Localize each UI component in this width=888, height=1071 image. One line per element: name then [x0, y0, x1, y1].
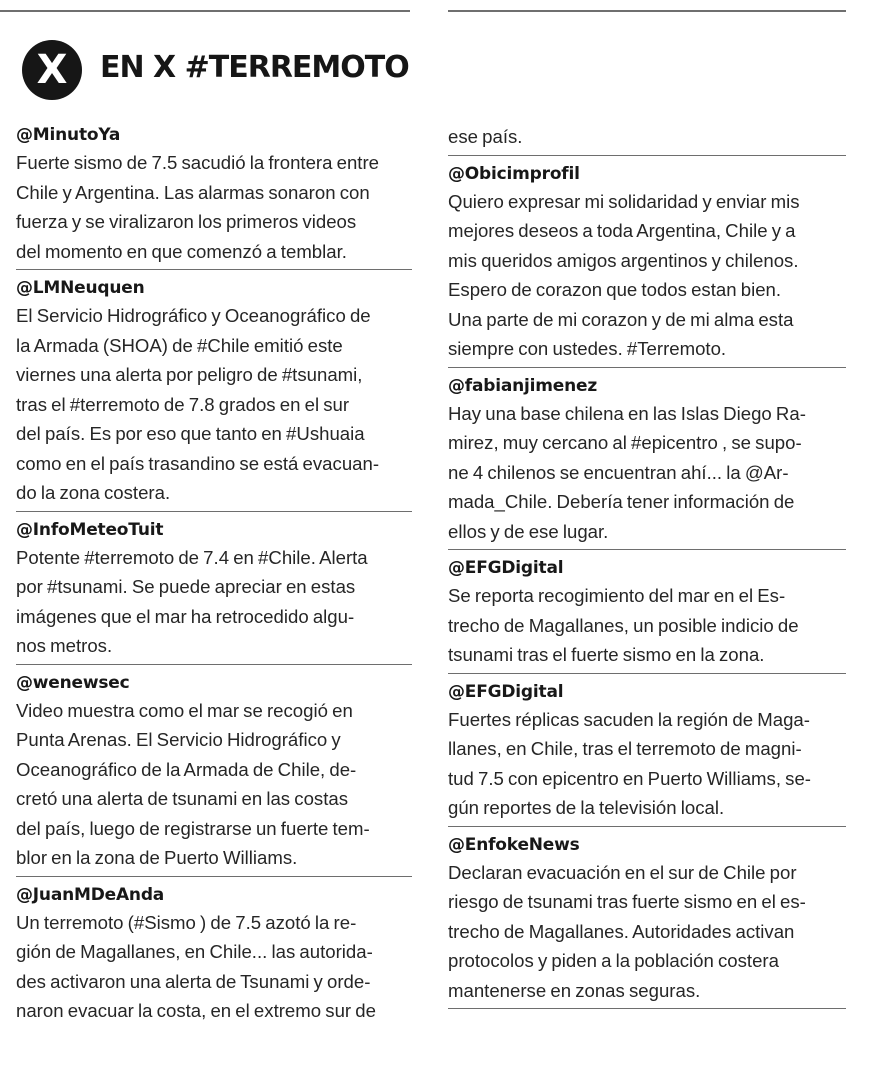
top-rule-left [0, 10, 410, 12]
post-infometeotuit [16, 517, 412, 665]
right-column [448, 122, 846, 1009]
post-juanmdeanda [16, 882, 412, 1029]
x-logo-icon: X [22, 40, 82, 100]
post-minutoya [16, 122, 412, 270]
post-text: Fuerte sismo de 7.5 sacudió la frontera entre Chile y Argentina. Las alarmas sonaron con fuerza y se viralizaron los primeros videos del momento en que comenzó a temblar. [16, 152, 380, 262]
post-handle: @EnfokeNews [448, 834, 580, 855]
post-fabianjimenez [448, 373, 846, 551]
post-handle: @LMNeuquen [16, 278, 145, 298]
section-header [18, 40, 418, 110]
post-text: Quiero expresar mi solidaridad y enviar mis mejores deseos a toda Argentina, Chile y a mis queridos amigos argentinos y chilenos. Espero de corazon que todos estan bien. Una parte de mi corazon y de mi alma esta siempre con ustedes. #Terremoto. [448, 190, 800, 359]
post-text: Un terremoto (#Sismo ) de 7.5 azotó la re- gión de Magallanes, en Chile... las autorida- des activaron una alerta de Tsunami y orde- naron evacuar la costa, en el extremo sur de [16, 911, 376, 1021]
post-continuation [448, 122, 846, 156]
post-handle: @Obicimprofil [448, 163, 580, 184]
post-text: Declaran evacuación en el sur de Chile por riesgo de tsunami tras fuerte sismo en el es- trecho de Magallanes. Autoridades activan protocolos y piden a la población costera mantenerse en zonas seguras. [448, 861, 806, 1001]
post-text: Fuertes réplicas sacuden la región de Maga- llanes, en Chile, tras el terremoto de magni- tud 7.5 con epicentro en Puerto Williams, se- gún reportes de la televisión local. [448, 708, 811, 818]
post-text: El Servicio Hidrográfico y Oceanográfico de la Armada (SHOA) de #Chile emitió este viernes una alerta por peligro de #tsunami, tras el #terremoto de 7.8 grados en el sur del país. Es por eso que tanto en #Ushuaia como en el país trasandino se está evacuan- do la zona costera. [16, 305, 380, 503]
post-text: ese país. [448, 126, 523, 147]
post-text: Hay una base chilena en las Islas Diego Ra- mirez, muy cercano al #epicentro , se supo- ne 4 chilenos se encuentran ahí... la @Ar- mada_Chile. Debería tener información de ellos y de ese lugar. [448, 402, 806, 542]
post-handle: @JuanMDeAnda [16, 884, 165, 905]
section-title: EN X #TERREMOTO [100, 50, 409, 85]
post-efgdigital-1 [448, 555, 846, 674]
post-handle: @InfoMeteoTuit [16, 519, 164, 540]
post-handle: @EFGDigital [448, 681, 564, 702]
post-lmneuquen [16, 275, 412, 512]
post-handle: @MinutoYa [16, 125, 121, 145]
post-handle: @EFGDigital [448, 558, 564, 578]
post-text: Se reporta recogimiento del mar en el Es- trecho de Magallanes, un posible indicio de tsunami tras el fuerte sismo en la zona. [448, 585, 799, 665]
top-rule-right [448, 10, 846, 12]
post-handle: @fabianjimenez [448, 375, 598, 396]
left-column [16, 122, 412, 1029]
post-obicimprofil [448, 161, 846, 368]
post-enfokenews [448, 832, 846, 1010]
post-text: Potente #terremoto de 7.4 en #Chile. Alerta por #tsunami. Se puede apreciar en estas imágenes que el mar ha retrocedido algu- nos metros. [16, 546, 368, 656]
post-text: Video muestra como el mar se recogió en Punta Arenas. El Servicio Hidrográfico y Oceanográfico de la Armada de Chile, de- cretó una alerta de tsunami en las costas del país, luego de registrarse un fuerte tem- blor en la zona de Puerto Williams. [16, 699, 370, 868]
post-handle: @wenewsec [16, 672, 130, 693]
post-efgdigital-2 [448, 679, 846, 827]
post-wenewsec [16, 670, 412, 877]
